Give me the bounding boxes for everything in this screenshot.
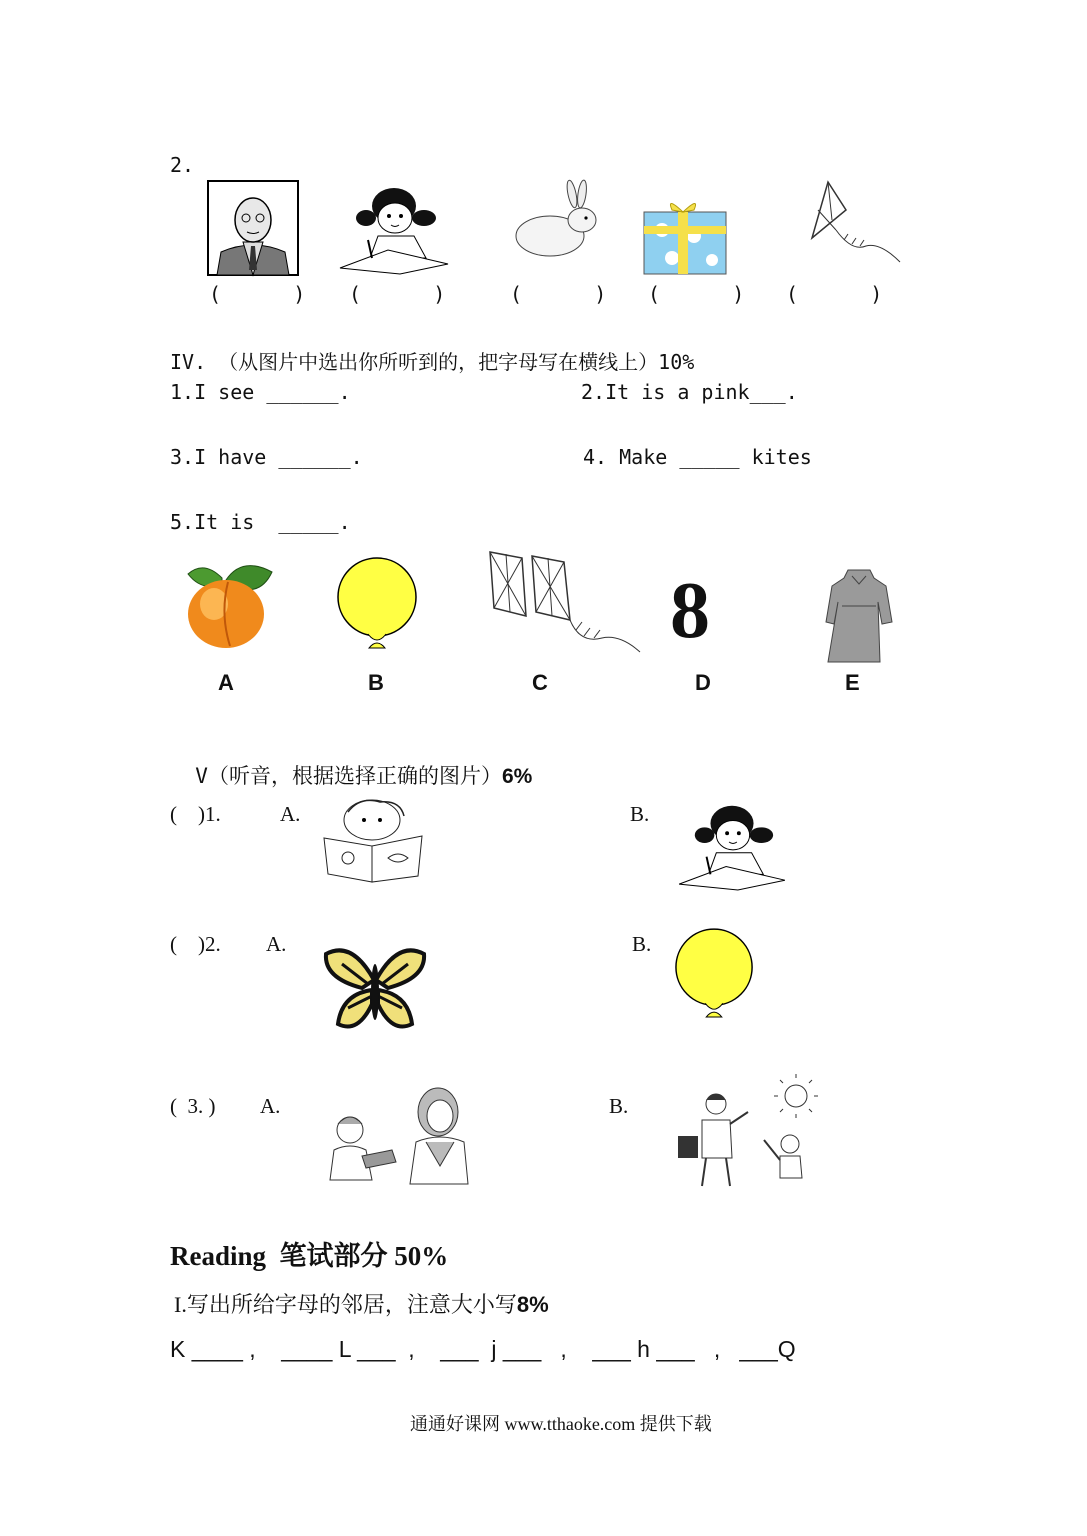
- question-number: ( 3. ): [170, 1094, 216, 1118]
- option-letter: E: [845, 670, 860, 695]
- kite-picture: [806, 180, 904, 268]
- balloon-picture: [674, 926, 756, 1026]
- section-score: 6%: [501, 765, 533, 788]
- question-number: ( )2.: [170, 932, 221, 956]
- child-reading-picture: [320, 796, 426, 884]
- man-and-boy-waving-picture: [672, 1074, 822, 1188]
- footer-credit: 通通好课网 www.tthaoke.com 提供下载: [410, 1414, 712, 1434]
- fill-blank-item: 1.I see ______.: [170, 380, 351, 404]
- option-a-label: A.: [280, 802, 301, 826]
- section-heading: IV. （从图片中选出你所听到的，把字母写在横线上）10%: [170, 350, 695, 374]
- section-score: 8%: [516, 1292, 549, 1317]
- fill-blank-item: 4. Make _____ kites: [583, 445, 812, 469]
- butterfly-picture: [322, 944, 428, 1034]
- option-a-label: A.: [260, 1094, 281, 1118]
- option-b-label: B.: [632, 932, 652, 956]
- girl-writing-picture: [674, 796, 790, 890]
- section-heading-text: I.写出所给字母的邻居，注意大小写: [174, 1292, 517, 1317]
- fill-blank-item: 3.I have ______.: [170, 445, 363, 469]
- number-eight: 8: [670, 567, 710, 655]
- option-letter: B: [368, 670, 384, 695]
- option-b-label: B.: [630, 802, 650, 826]
- question-number: 2.: [170, 153, 195, 177]
- fill-blank-item: 2.It is a pink___.: [581, 380, 798, 404]
- section-heading-text: V（听音，根据选择正确的图片）: [195, 764, 502, 788]
- option-b-label: B.: [609, 1094, 629, 1118]
- reading-title: Reading 笔试部分 50%: [170, 1241, 449, 1271]
- answer-bracket[interactable]: ( ): [786, 282, 883, 306]
- section-heading: [170, 736, 532, 790]
- answer-bracket[interactable]: ( ): [648, 282, 745, 306]
- girl-writing-picture: [338, 178, 450, 274]
- balloon-picture: [336, 556, 420, 656]
- gift-box-picture: [642, 196, 728, 276]
- boy-and-woman-picture: [322, 1084, 472, 1184]
- answer-bracket[interactable]: ( ): [349, 282, 446, 306]
- dress-picture: [822, 566, 896, 666]
- peach-picture: [182, 554, 276, 650]
- fill-blank-item: 5.It is _____.: [170, 510, 351, 534]
- answer-bracket[interactable]: ( ): [209, 282, 306, 306]
- kites-picture: [484, 548, 644, 660]
- option-letter: C: [532, 670, 548, 695]
- letter-neighbors-line: K ____ , ____ L ___ , ___ j ___ , ___ h ___ , ___Q: [170, 1336, 796, 1362]
- grandpa-picture: [207, 180, 299, 276]
- answer-bracket[interactable]: ( ): [510, 282, 607, 306]
- rabbit-picture: [506, 180, 602, 262]
- option-letter: D: [695, 670, 711, 695]
- option-a-label: A.: [266, 932, 287, 956]
- option-letter: A: [218, 670, 234, 695]
- question-number: ( )1.: [170, 802, 221, 826]
- section-heading: [174, 1288, 549, 1319]
